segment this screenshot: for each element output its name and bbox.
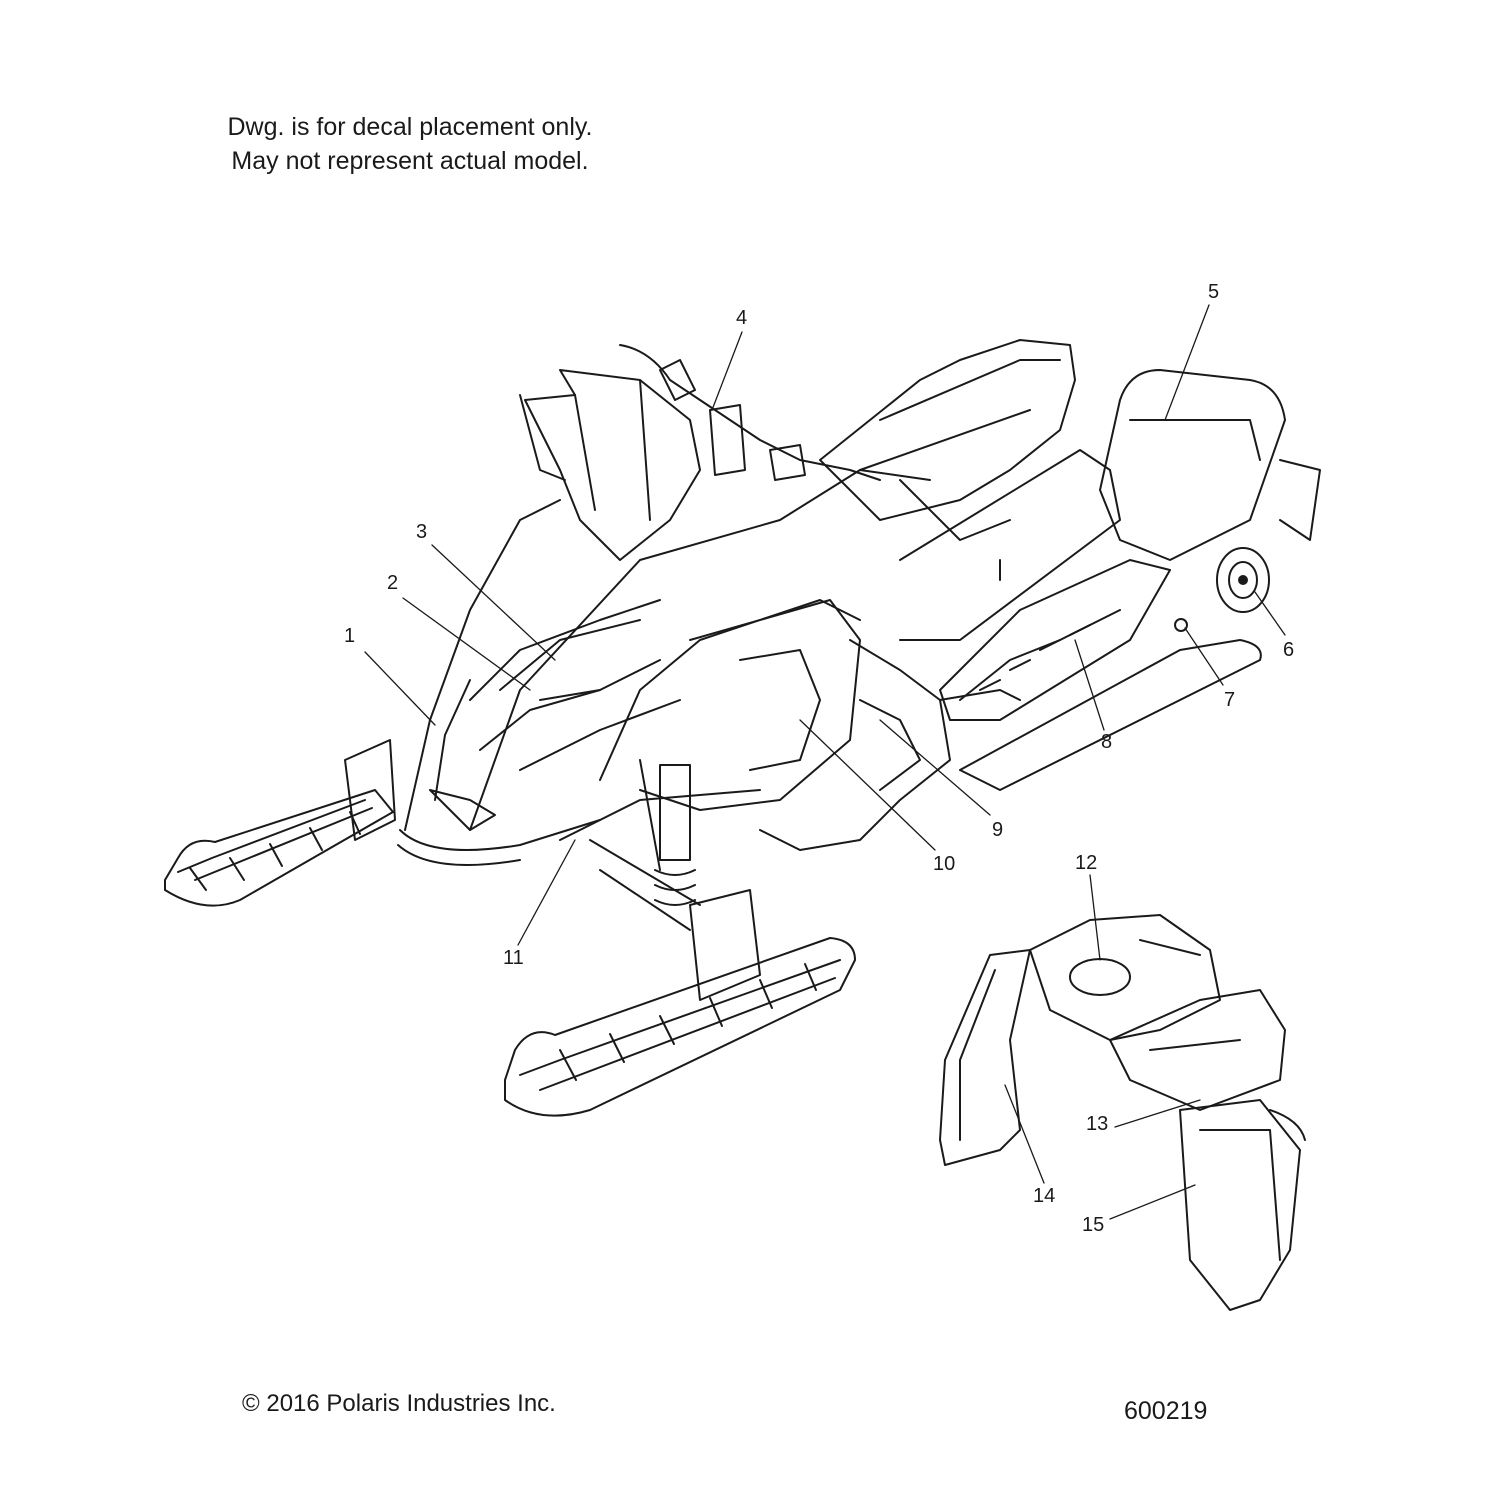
panel-12 bbox=[1030, 915, 1220, 1040]
loose-side-panels bbox=[940, 915, 1305, 1310]
copyright-notice: © 2016 Polaris Industries Inc. bbox=[242, 1390, 556, 1417]
callout-5: 5 bbox=[1208, 281, 1220, 303]
callout-15: 15 bbox=[1082, 1214, 1105, 1236]
nose-bumper bbox=[398, 500, 600, 865]
side-panels bbox=[760, 640, 1020, 850]
callout-2: 2 bbox=[387, 572, 399, 594]
handlebar-controls bbox=[620, 345, 880, 480]
callout-4: 4 bbox=[736, 307, 748, 329]
callout-10: 10 bbox=[933, 853, 956, 875]
panel-13 bbox=[1110, 990, 1285, 1110]
windshield bbox=[520, 370, 700, 560]
callout-8: 8 bbox=[1101, 731, 1113, 753]
callout-13: 13 bbox=[1086, 1113, 1109, 1135]
drawing-note-line-2: May not represent actual model. bbox=[231, 147, 589, 175]
callout-14: 14 bbox=[1033, 1185, 1056, 1207]
panel-14 bbox=[940, 950, 1030, 1165]
drawing-note-line-1: Dwg. is for decal placement only. bbox=[227, 113, 593, 141]
callout-1: 1 bbox=[344, 625, 356, 647]
front-suspension bbox=[590, 760, 700, 930]
callout-12: 12 bbox=[1075, 852, 1098, 874]
callout-3: 3 bbox=[416, 521, 428, 543]
callout-7: 7 bbox=[1224, 689, 1236, 711]
rear-bumper-flap bbox=[1100, 370, 1320, 560]
drawing-number: 600219 bbox=[1124, 1397, 1208, 1425]
callout-6: 6 bbox=[1283, 639, 1295, 661]
callout-numbers bbox=[344, 281, 1294, 1236]
rear-idler-wheel bbox=[1217, 548, 1269, 612]
left-ski bbox=[165, 740, 395, 906]
callout-9: 9 bbox=[992, 819, 1004, 841]
seat bbox=[820, 340, 1075, 540]
callout-11: 11 bbox=[503, 947, 524, 969]
panel-15 bbox=[1180, 1100, 1305, 1310]
snowmobile-illustration bbox=[165, 340, 1320, 1116]
hood-panels bbox=[470, 470, 930, 840]
